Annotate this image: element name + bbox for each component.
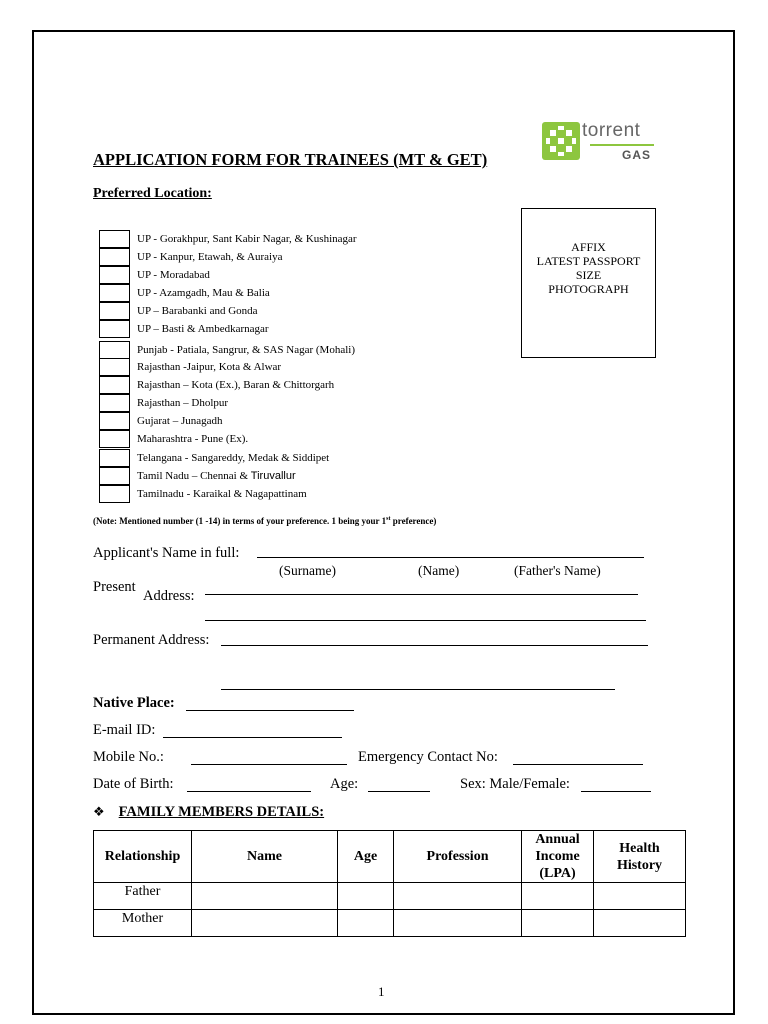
- preference-note: [93, 516, 436, 526]
- location-label: UP - Kanpur, Etawah, & Auraiya: [137, 251, 283, 263]
- dob-label: Date of Birth:: [93, 776, 174, 792]
- location-preference-box[interactable]: [99, 467, 130, 485]
- location-label: [137, 470, 296, 482]
- header-annual-income: [522, 831, 594, 883]
- diamond-bullet-icon: ❖: [93, 805, 105, 820]
- location-preference-box[interactable]: [99, 248, 130, 266]
- header-name: Name: [192, 831, 338, 883]
- location-label: Maharashtra - Pune (Ex).: [137, 433, 249, 445]
- location-label: UP - Moradabad: [137, 269, 210, 281]
- name-cell[interactable]: [192, 883, 338, 910]
- location-label: Telangana - Sangareddy, Medak & Siddipet: [137, 452, 330, 464]
- father-name-sublabel: (Father's Name): [514, 563, 601, 578]
- native-place-label: Native Place:: [93, 695, 175, 711]
- location-label: Rajasthan – Dholpur: [137, 397, 229, 409]
- relationship-cell: Mother: [94, 910, 192, 937]
- photo-box-line-4: PHOTOGRAPH: [548, 282, 629, 296]
- location-preference-box[interactable]: [99, 284, 130, 302]
- applicant-name-label: Applicant's Name in full:: [93, 545, 240, 561]
- logo-accent-line: [590, 144, 654, 146]
- age-cell[interactable]: [338, 910, 394, 937]
- permanent-address-label: Permanent Address:: [93, 632, 210, 648]
- location-preference-box[interactable]: [99, 485, 130, 503]
- income-cell[interactable]: [522, 883, 594, 910]
- location-label: Tamilnadu - Karaikal & Nagapattinam: [137, 488, 307, 500]
- torrent-logo-mark-icon: [542, 122, 580, 160]
- emergency-contact-label: Emergency Contact No:: [358, 749, 498, 765]
- profession-cell[interactable]: [394, 883, 522, 910]
- header-profession: Profession: [394, 831, 522, 883]
- location-label: Rajasthan -Jaipur, Kota & Alwar: [137, 361, 282, 373]
- header-income-line-1: Annual: [535, 832, 580, 847]
- location-label: UP – Basti & Ambedkarnagar: [137, 323, 269, 335]
- applicant-name-line[interactable]: [257, 557, 644, 558]
- sex-line[interactable]: [581, 791, 651, 792]
- photo-box-line-2: LATEST PASSPORT: [536, 254, 641, 268]
- profession-cell[interactable]: [394, 910, 522, 937]
- family-members-table: [93, 830, 686, 937]
- location-preference-box[interactable]: [99, 341, 130, 359]
- location-label: Rajasthan – Kota (Ex.), Baran & Chittorgarh: [137, 379, 335, 391]
- relationship-cell: Father: [94, 883, 192, 910]
- emergency-contact-line[interactable]: [513, 764, 643, 765]
- note-text-before: (Note: Mentioned number (1 -14) in terms of your preference. 1 being your 1: [93, 516, 387, 526]
- native-place-line[interactable]: [186, 710, 354, 711]
- location-label-suffix: Tiruvallur: [250, 470, 296, 482]
- location-label: Gujarat – Junagadh: [137, 415, 223, 427]
- permanent-address-line-1[interactable]: [221, 645, 648, 646]
- table-row: [94, 883, 686, 910]
- age-label: Age:: [330, 776, 359, 792]
- header-income-line-3: (LPA): [539, 866, 576, 881]
- mobile-line[interactable]: [191, 764, 347, 765]
- location-label-main: Tamil Nadu – Chennai &: [137, 470, 251, 482]
- income-cell[interactable]: [522, 910, 594, 937]
- email-label: E-mail ID:: [93, 722, 156, 738]
- permanent-address-line-2[interactable]: [221, 689, 615, 690]
- passport-photo-box: [521, 208, 656, 358]
- location-preference-box[interactable]: [99, 358, 130, 376]
- present-address-label: Address:: [143, 588, 195, 604]
- location-label: UP – Barabanki and Gonda: [137, 305, 258, 317]
- location-label: UP - Gorakhpur, Sant Kabir Nagar, & Kushinagar: [137, 233, 357, 245]
- present-label: Present: [93, 579, 136, 595]
- surname-sublabel: (Surname): [279, 563, 336, 578]
- age-cell[interactable]: [338, 883, 394, 910]
- location-preference-box[interactable]: [99, 376, 130, 394]
- torrent-gas-logo: [542, 122, 672, 168]
- age-line[interactable]: [368, 791, 430, 792]
- health-cell[interactable]: [594, 910, 686, 937]
- mobile-label: Mobile No.:: [93, 749, 164, 765]
- preferred-location-heading: Preferred Location:: [93, 186, 212, 201]
- header-health-history: [594, 831, 686, 883]
- sex-label: Sex: Male/Female:: [460, 776, 570, 792]
- email-line[interactable]: [163, 737, 342, 738]
- location-preference-box[interactable]: [99, 302, 130, 320]
- dob-line[interactable]: [187, 791, 311, 792]
- logo-sub-text: GAS: [622, 148, 652, 162]
- name-cell[interactable]: [192, 910, 338, 937]
- form-title: APPLICATION FORM FOR TRAINEES (MT & GET): [93, 150, 488, 169]
- family-members-heading: [93, 804, 324, 821]
- photo-box-line-3: SIZE: [575, 268, 602, 282]
- header-health-line-2: History: [616, 857, 663, 873]
- location-preference-box[interactable]: [99, 430, 130, 448]
- location-preference-box[interactable]: [99, 449, 130, 467]
- present-address-line-2[interactable]: [205, 620, 646, 621]
- location-label: Punjab - Patiala, Sangrur, & SAS Nagar (Mohali): [137, 344, 355, 356]
- header-relationship: Relationship: [94, 831, 192, 883]
- family-heading-text: FAMILY MEMBERS DETAILS:: [118, 804, 325, 820]
- table-row: [94, 910, 686, 937]
- page-number: 1: [378, 984, 385, 999]
- photo-box-line-1: AFFIX: [571, 240, 606, 254]
- header-age: Age: [338, 831, 394, 883]
- note-superscript: st: [386, 516, 391, 522]
- location-preference-box[interactable]: [99, 230, 130, 248]
- location-preference-box[interactable]: [99, 394, 130, 412]
- location-preference-box[interactable]: [99, 412, 130, 430]
- health-cell[interactable]: [594, 883, 686, 910]
- header-income-line-2: Income: [535, 849, 580, 864]
- given-name-sublabel: (Name): [418, 563, 460, 578]
- location-label: UP - Azamgadh, Mau & Balia: [137, 287, 270, 299]
- logo-brand-text: torrent: [582, 120, 641, 141]
- table-header-row: [94, 831, 686, 883]
- present-address-line-1[interactable]: [205, 594, 638, 595]
- header-health-line-1: Health: [619, 840, 660, 856]
- location-preference-box[interactable]: [99, 320, 130, 338]
- location-preference-box[interactable]: [99, 266, 130, 284]
- note-text-after: preference): [390, 516, 437, 526]
